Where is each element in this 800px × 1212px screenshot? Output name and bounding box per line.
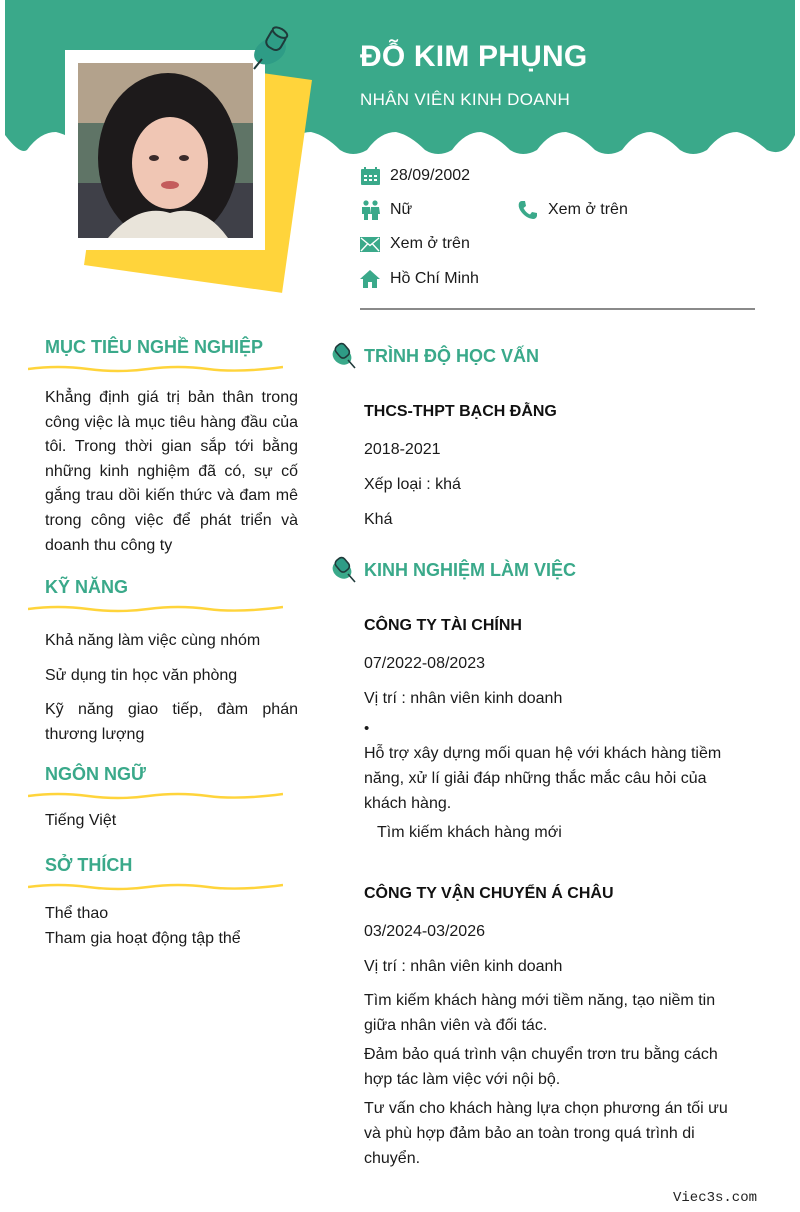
languages-section bbox=[28, 761, 298, 834]
calendar-icon bbox=[360, 166, 380, 186]
yellow-squiggle-divider bbox=[28, 604, 283, 614]
bullet-marker: • bbox=[364, 720, 370, 737]
experience-detail: Tư vấn cho khách hàng lựa chọn phương án tối ưu và phù hợp đảm bảo an toàn trong quá trình di chuyển. bbox=[364, 1100, 728, 1167]
experience-detail: Hỗ trợ xây dựng mối quan hệ với khách hàng tiềm năng, xử lí giải đáp những thắc mắc câu hỏi của khách hàng. bbox=[364, 745, 722, 812]
skills-section bbox=[28, 574, 298, 747]
experience-position: Vị trí : nhân viên kinh doanh bbox=[364, 958, 563, 975]
languages-title: NGÔN NGỮ bbox=[45, 764, 146, 784]
experience-position: Vị trí : nhân viên kinh doanh bbox=[364, 690, 563, 707]
school-name: THCS-THPT BẠCH ĐẰNG bbox=[364, 403, 557, 420]
experience-detail: Tìm kiếm khách hàng mới bbox=[377, 824, 562, 841]
gender-row bbox=[360, 197, 412, 223]
education-entry bbox=[364, 400, 739, 532]
contact-divider bbox=[360, 308, 755, 310]
gender-icon bbox=[360, 200, 380, 220]
home-icon bbox=[360, 269, 380, 289]
hobbies-list bbox=[45, 902, 298, 951]
skills-list bbox=[45, 629, 298, 747]
pushpin-icon bbox=[330, 554, 360, 586]
education-grade: Xếp loại : khá bbox=[364, 476, 461, 493]
candidate-name: ĐỖ KIM PHỤNG bbox=[360, 40, 588, 73]
education-note: Khá bbox=[364, 511, 393, 528]
languages-list bbox=[45, 809, 298, 834]
address-row bbox=[360, 266, 479, 292]
education-period: 2018-2021 bbox=[364, 441, 441, 458]
watermark: Viec3s.com bbox=[673, 1190, 758, 1206]
skills-title: KỸ NĂNG bbox=[45, 577, 129, 597]
address-value: Hồ Chí Minh bbox=[390, 270, 479, 287]
language-item: Tiếng Việt bbox=[45, 812, 117, 829]
skill-item: Sử dụng tin học văn phòng bbox=[45, 666, 238, 684]
email-row bbox=[360, 231, 470, 257]
profile-photo bbox=[78, 63, 253, 238]
hobby-item: Tham gia hoạt động tập thể bbox=[45, 929, 241, 947]
gender-value: Nữ bbox=[390, 201, 413, 218]
objective-section bbox=[28, 334, 298, 558]
experience-title: KINH NGHIỆM LÀM VIỆC bbox=[364, 559, 577, 580]
birthdate-row bbox=[360, 163, 470, 189]
education-heading bbox=[330, 338, 539, 374]
email-icon bbox=[360, 234, 380, 254]
hobbies-section bbox=[28, 852, 298, 951]
photo-frame bbox=[65, 50, 265, 250]
photo-area bbox=[40, 25, 300, 275]
experience-detail: Tìm kiếm khách hàng mới tiềm năng, tạo niềm tin giữa nhân viên và đối tác. bbox=[364, 992, 716, 1034]
objective-title: MỤC TIÊU NGHỀ NGHIỆP bbox=[45, 337, 264, 357]
yellow-squiggle-divider bbox=[28, 882, 283, 892]
pushpin-icon bbox=[330, 340, 360, 372]
experience-period: 07/2022-08/2023 bbox=[364, 655, 485, 672]
company-name: CÔNG TY VẬN CHUYỂN Á CHÂU bbox=[364, 885, 614, 902]
phone-row bbox=[518, 197, 628, 223]
experience-entry bbox=[364, 614, 739, 845]
yellow-squiggle-divider bbox=[28, 364, 283, 374]
job-title: NHÂN VIÊN KINH DOANH bbox=[360, 90, 571, 109]
phone-icon bbox=[518, 200, 538, 220]
email-value: Xem ở trên bbox=[390, 235, 470, 252]
pushpin-icon bbox=[248, 25, 292, 73]
experience-period: 03/2024-03/2026 bbox=[364, 923, 485, 940]
education-title: TRÌNH ĐỘ HỌC VẤN bbox=[364, 345, 539, 366]
hobby-item: Thể thao bbox=[45, 905, 109, 922]
experience-detail: Đảm bảo quá trình vận chuyển trơn tru bằng cách hợp tác làm việc với nội bộ. bbox=[364, 1046, 718, 1088]
skill-item: Khả năng làm việc cùng nhóm bbox=[45, 632, 261, 649]
experience-entry bbox=[364, 882, 739, 1171]
company-name: CÔNG TY TÀI CHÍNH bbox=[364, 617, 522, 634]
phone-value: Xem ở trên bbox=[548, 201, 628, 218]
yellow-squiggle-divider bbox=[28, 791, 283, 801]
experience-heading bbox=[330, 552, 576, 588]
objective-text: Khẳng định giá trị bản thân trong công việc là mục tiêu hàng đầu của tôi. Trong thời gian sắp tới bằng những kinh nghiệm đã có, sự cố gắng trau dồi kiến thức và đam mê trong công việc để phát triển và doanh thu công ty bbox=[45, 389, 298, 554]
skill-item: Kỹ năng giao tiếp, đàm phán thương lượng bbox=[45, 701, 298, 743]
hobbies-title: SỞ THÍCH bbox=[45, 855, 133, 875]
birthdate-value: 28/09/2002 bbox=[390, 167, 471, 184]
